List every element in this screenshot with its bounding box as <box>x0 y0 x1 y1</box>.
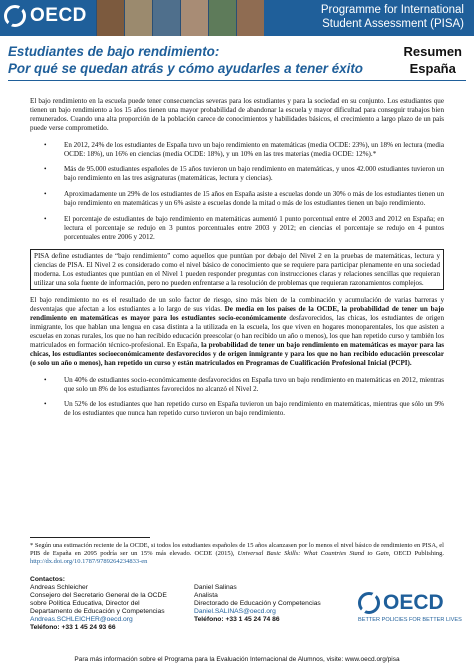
banner-photo <box>152 0 180 36</box>
contact-role: Analista <box>194 591 218 599</box>
list-item: • Un 40% de estudiantes socio-económicamente desfavorecidos en España tuvo un bajo rendimiento en matemáticas en 2012, mientras que solo un 8% de los estudiantes favorecidos no alcanzó el Nivel 2. <box>44 376 444 394</box>
footer-oecd-logo <box>358 591 463 627</box>
programme-line2: Student Assessment (PISA) <box>322 18 464 30</box>
oecd-circle-icon <box>4 5 26 27</box>
contact-dept: Directorado de Educación y Competencias <box>194 599 321 607</box>
title-line2: Por qué se quedan atrás y cómo ayudarles a tener éxito <box>8 61 363 76</box>
oecd-logo <box>4 5 87 27</box>
intro-paragraph: El bajo rendimiento en la escuela puede tener consecuencias severas para los estudiantes y para la sociedad en su conjunto. Los estudiantes que tienen un bajo rendimiento a los 15 años tienen una mayor probabilidad de abandonar la escuela y mayor dificultad para conseguir trabajos bien remunerados. Cuando una alta proporción de la población carece de conocimientos y habilidades básicos, el crecimiento a largo plazo de un país puede verse comprometido. <box>30 97 444 132</box>
paragraph-text: El bajo rendimiento no es el resultado de un solo factor de riesgo, sino más bien de la combinación y acumulación de varias barreras y desventajas que afectan a los estudiantes a lo largo de sus vidas. <box>30 296 444 314</box>
doi-link[interactable]: http://dx.doi.org/10.1787/9789264234833-en <box>30 558 148 565</box>
key-findings-list <box>30 141 444 242</box>
footnote <box>30 542 444 566</box>
paragraph-bold: la probabilidad de tener un bajo rendimiento en matemáticas es mayor para las chicas, los estudiantes socioeconómicamente desfavorecidos y de origen inmigrante y para los que no han recibido educación preescolar (o solo un año o menos), han repetido un curso y están matriculados en Programas de Cualificación Profesional Inicial (PCPI). <box>30 340 444 367</box>
banner-photo <box>208 0 236 36</box>
more-info-line: Para más información sobre el Programa para la Evaluación Internacional de Alumnos, visite: www.oecd.org/pisa <box>74 656 400 663</box>
footnote-divider <box>30 537 150 538</box>
programme-title <box>321 3 464 31</box>
contact-phone: Teléfono: +33 1 45 24 93 66 <box>30 623 116 631</box>
contact-right <box>194 584 344 624</box>
contact-phone: Teléfono: +33 1 45 24 74 86 <box>194 615 280 623</box>
title-divider <box>8 80 466 81</box>
document-title <box>8 43 388 77</box>
contact-name: Andreas Schleicher <box>30 584 88 591</box>
contact-name: Daniel Salinas <box>194 584 237 591</box>
list-item: • En 2012, 24% de los estudiantes de España tuvo un bajo rendimiento en matemáticas (media OCDE: 23%), un 18% en lectura (media OCDE: 18%), un 16% en ciencias (media OCDE: 18%), y un 10% en las tres materias (media OCDE: 12%).* <box>44 141 444 159</box>
banner-photo <box>236 0 264 36</box>
list-item: • Aproximadamente un 29% de los estudiantes de 15 años en España asiste a escuelas donde un 30% o más de los estudiantes tienen un bajo rendimiento en matemáticas y un 6% asiste a escuelas donde la mitad o más de los estudiantes tienen un bajo rendimiento. <box>44 190 444 208</box>
contact-left <box>30 584 180 631</box>
paragraph-text: desfavorecidos, las chicas, los estudiantes de origen inmigrante, los que hablan una lengua en casa distinta a la utilizada en la escuela, los que viven en hogares monoparentales, los que asisten a escuelas en zonas rurales, los que no han recibido educación preescolar (o han recibido un año o menos), los que han repetido curso y también los matriculados en formación técnico-profesional. En España, <box>30 314 444 349</box>
disadvantage-list <box>30 376 444 419</box>
contact-email[interactable]: Daniel.SALINAS@oecd.org <box>194 607 276 615</box>
footer-tagline: BETTER POLICIES FOR BETTER LIVES <box>358 617 462 623</box>
oecd-circle-icon <box>358 592 380 614</box>
header-banner <box>0 0 474 36</box>
footer-logo-text: OECD <box>383 591 444 614</box>
programme-line1: Programme for International <box>320 4 464 16</box>
banner-photo-strip <box>96 0 264 36</box>
definition-box: PISA define estudiantes de “bajo rendimiento” como aquellos que puntúan por debajo del Nivel 2 en la pruebas de matemáticas, lectura y ciencias de PISA. El Nivel 2 es considerado como el nivel básico de conocimiento que se requiere para participar plenamente en una sociedad moderna. Los estudiantes que puntúan en el Nivel 1 pueden responder preguntas con instrucciones claras y relaciones sencillas que requieran utilizar una sola fuente de información, pero no pueden enfrentarse a la resolución de problemas que requieran razonamientos complejos. <box>30 249 444 291</box>
banner-photo <box>180 0 208 36</box>
footnote-text: * Según una estimación reciente de la OCDE, si todos los estudiantes españoles de 15 años alcanzasen por lo menos el nivel básico de rendimiento en PISA, el PIB de España en 2095 podría ser un 15% más elevado. OCDE (2015), <box>30 542 444 557</box>
country-label: España <box>409 61 456 76</box>
summary-label <box>403 43 462 77</box>
banner-photo <box>124 0 152 36</box>
main-content <box>30 97 444 425</box>
list-item: • Un 52% de los estudiantes que han repetido curso en España tuvieron un bajo rendimiento en matemáticas, mientras que sólo un 9% de los estudiantes que nunca han repetido curso tuvieron un bajo rendimiento. <box>44 400 444 418</box>
paragraph-bold: De media en los países de la OCDE, la probabilidad de tener un bajo rendimiento en matemáticas es mayor para los estudiantes socio-económicamente <box>30 305 444 323</box>
contact-email[interactable]: Andreas.SCHLEICHER@oecd.org <box>30 615 133 623</box>
footnote-text: , OECD Publishing. <box>388 550 445 557</box>
contacts-heading: Contactos: <box>30 576 65 583</box>
risk-factors-paragraph <box>30 296 444 367</box>
list-item: • El porcentaje de estudiantes de bajo rendimiento en matemáticas aumentó 1 punto porcentual entre el 2003 and 2012 en España; en lectura el porcentaje se redujo en 3 puntos porcentuales entre 2003 y 2012; en ciencias el porcentaje se redujo en 4 puntos porcentuales entre 2006 y 2012. <box>44 215 444 242</box>
contact-role: Consejero del Secretario General de la OCDE sobre Política Educativa, Director del Departamento de Educación y Competencias <box>30 591 167 615</box>
list-item: • Más de 95.000 estudiantes españoles de 15 años tuvieron un bajo rendimiento en matemáticas, y unos 42.000 estudiantes tuvieron un bajo rendimiento en las tres asignaturas (matemáticas, lectura y ciencias). <box>44 165 444 183</box>
footnote-italic: Universal Basic Skills: What Countries Stand to Gain <box>237 550 389 557</box>
title-line1: Estudiantes de bajo rendimiento: <box>8 44 220 59</box>
logo-text: OECD <box>30 5 87 26</box>
resumen-label: Resumen <box>403 44 462 59</box>
banner-photo <box>96 0 124 36</box>
